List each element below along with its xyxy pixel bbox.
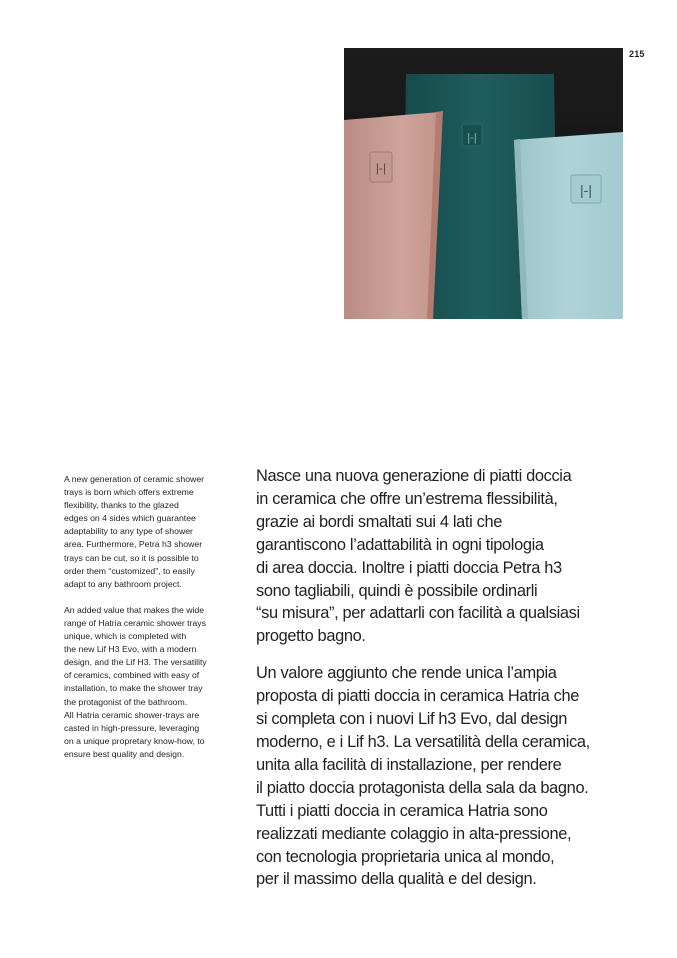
text-line: Nasce una nuova generazione di piatti doccia [256,467,572,485]
text-line: trays can be cut, so it is possible to [64,552,199,563]
shower-trays-photo [344,48,623,319]
logo-mark-pink: |-| [375,161,387,175]
pink-tray [344,111,443,319]
text-line: flexibility, thanks to the glazed [64,500,179,511]
text-line: on a unique propretary know-how, to [64,735,205,746]
text-line: adapt to any bathroom project. [64,578,182,589]
text-line: di area doccia. Inoltre i piatti doccia Petra h3 [256,558,562,577]
text-line: proposta di piatti doccia in ceramica Hatria che [256,687,580,706]
text-line: All Hatria ceramic shower-trays are [64,709,200,720]
text-line: realizzati mediante colaggio in alta-pressione, [256,824,572,843]
text-line: unita alla facilità di installazione, per rendere [256,755,562,774]
text-line: grazie ai bordi smaltati sui 4 lati che [256,512,502,531]
text-line: “su misura”, per adattarli con facilità a qualsiasi [256,604,580,623]
text-line: adaptability to any type of shower [64,526,193,537]
text-line: unique, which is completed with [64,631,187,642]
text-line: of ceramics, combined with easy of [64,670,200,681]
text-line: Un valore aggiunto che rende unica l’ampia [256,664,557,683]
logo-mark-blue: |-| [580,182,592,198]
page-number: 215 [629,49,645,59]
english-text-column [64,473,239,774]
text-line: edges on 4 sides which guarantee [64,513,196,524]
text-line: ensure best quality and design. [64,748,185,759]
text-line: per il massimo della qualità e del design. [256,870,537,889]
text-line: casted in high-pressure, leveraging [64,722,200,733]
text-line: trays is born which offers extreme [64,487,194,498]
text-line: the protagonist of the bathroom. [64,696,188,707]
text-line: area. Furthermore, Petra h3 shower [64,539,203,550]
text-line: moderno, e i Lif h3. La versatilità della ceramica, [256,732,590,751]
text-line: An added value that makes the wide [64,604,205,615]
light-blue-tray [514,132,623,319]
text-line: con tecnologia proprietaria unica al mondo, [256,847,555,866]
italian-paragraph-1 [256,465,636,648]
text-line: installation, to make the shower tray [64,683,203,694]
text-line: Tutti i piatti doccia in ceramica Hatria sono [256,801,548,820]
text-line: the new Lif H3 Evo, with a modern [64,644,197,655]
text-line: il piatto doccia protagonista della sala da bagno. [256,778,589,797]
english-paragraph-1 [64,473,239,591]
text-line: order them “customized”, to easily [64,565,195,576]
text-line: progetto bagno. [256,627,366,646]
text-line: design, and the Lif H3. The versatility [64,657,207,668]
italian-paragraph-2 [256,662,636,891]
text-line: A new generation of ceramic shower [64,474,205,484]
text-line: range of Hatria ceramic shower trays [64,617,206,628]
text-line: garantiscono l’adattabilità in ogni tipologia [256,535,544,554]
english-paragraph-2 [64,604,239,761]
logo-mark-teal: |-| [467,132,477,144]
text-line: in ceramica che offre un’estrema flessibilità, [256,489,558,508]
text-line: si completa con i nuovi Lif h3 Evo, dal design [256,710,567,729]
italian-text-column [256,465,636,905]
text-line: sono tagliabili, quindi è possibile ordinarli [256,581,538,600]
